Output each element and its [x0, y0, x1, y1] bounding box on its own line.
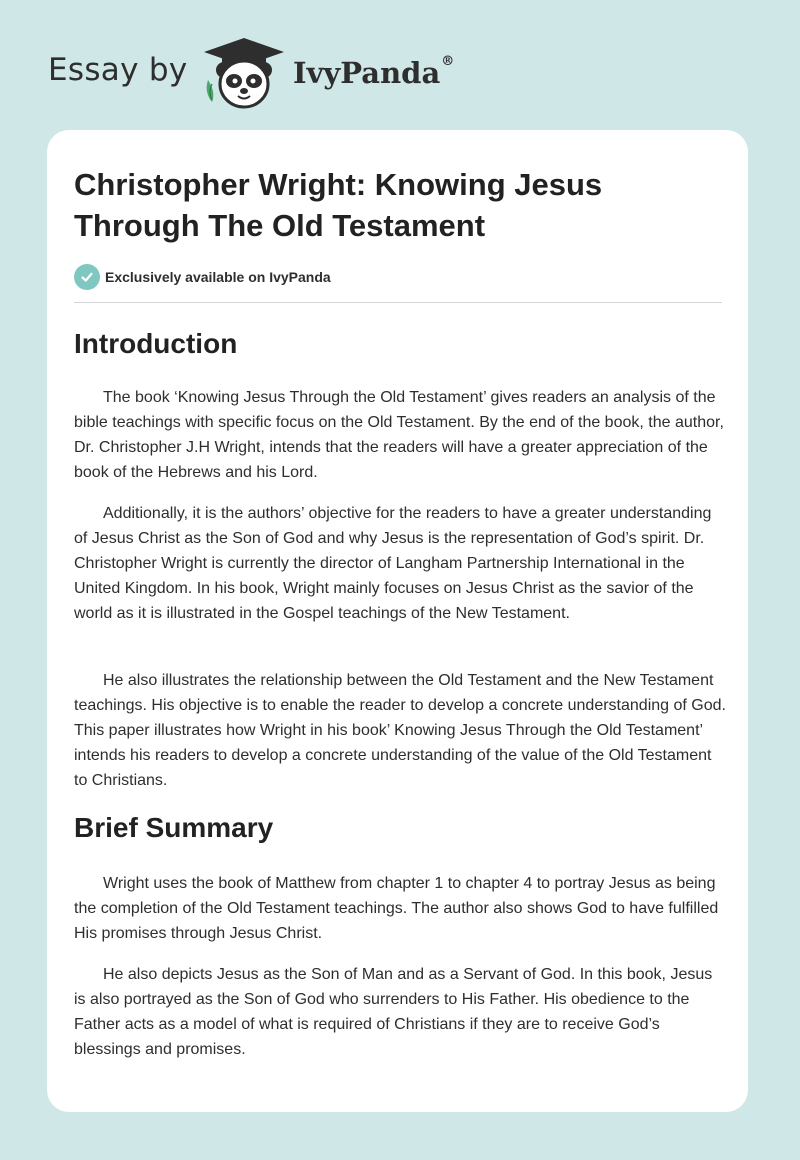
- brand-name[interactable]: IvyPanda®: [293, 54, 455, 90]
- divider: [74, 302, 722, 303]
- ivypanda-logo-icon[interactable]: [202, 36, 286, 110]
- site-header: [0, 0, 800, 130]
- registered-mark: ®: [441, 54, 455, 69]
- paragraph: He also illustrates the relationship between the Old Testament and the New Testament teachings. His objective is to enable the reader to develop a concrete understanding of God. This paper illustrates how Wright in his book’ Knowing Jesus Through the Old Testament’ intends his readers to develop a concrete understanding of the value of the Old Testament to Christians.: [74, 672, 726, 789]
- essay-by-label: Essay by: [48, 52, 188, 88]
- paragraph: He also depicts Jesus as the Son of Man and as a Servant of God. In this book, Jesus is also portrayed as the Son of God who surrenders to His Father. His obedience to the Father acts as a model of what is required of Christians if they are to receive God’s blessings and promises.: [74, 966, 713, 1058]
- availability-badge: [74, 264, 331, 290]
- section-heading-introduction: Introduction: [74, 328, 238, 359]
- paragraph: Additionally, it is the authors’ objective for the readers to have a greater understanding of Jesus Christ as the Son of God and why Jesus is the representation of God’s spirit. Dr. Christopher Wright is currently the director of Langham Partnership International in the United Kingdom. In his book, Wright mainly focuses on Jesus Christ as the savior of the world as it is illustrated in the Gospel teachings of the New Testament.: [74, 505, 712, 622]
- paragraph: The book ‘Knowing Jesus Through the Old Testament’ gives readers an analysis of the bible teachings with specific focus on the Old Testament. By the end of the book, the author, Dr. Christopher J.H Wright, intends that the readers will have a greater appreciation of the book of the Hebrews and his Lord.: [74, 389, 724, 481]
- page-title: Christopher Wright: Knowing Jesus Through The Old Testament: [74, 167, 603, 243]
- check-circle-icon: [74, 264, 100, 290]
- badge-label: Exclusively available on IvyPanda: [105, 269, 331, 285]
- paragraph: Wright uses the book of Matthew from chapter 1 to chapter 4 to portray Jesus as being the completion of the Old Testament teachings. The author also shows God to have fulfilled His promises through Jesus Christ.: [74, 875, 719, 942]
- essay-card: [47, 130, 748, 1112]
- section-heading-brief-summary: Brief Summary: [74, 812, 274, 843]
